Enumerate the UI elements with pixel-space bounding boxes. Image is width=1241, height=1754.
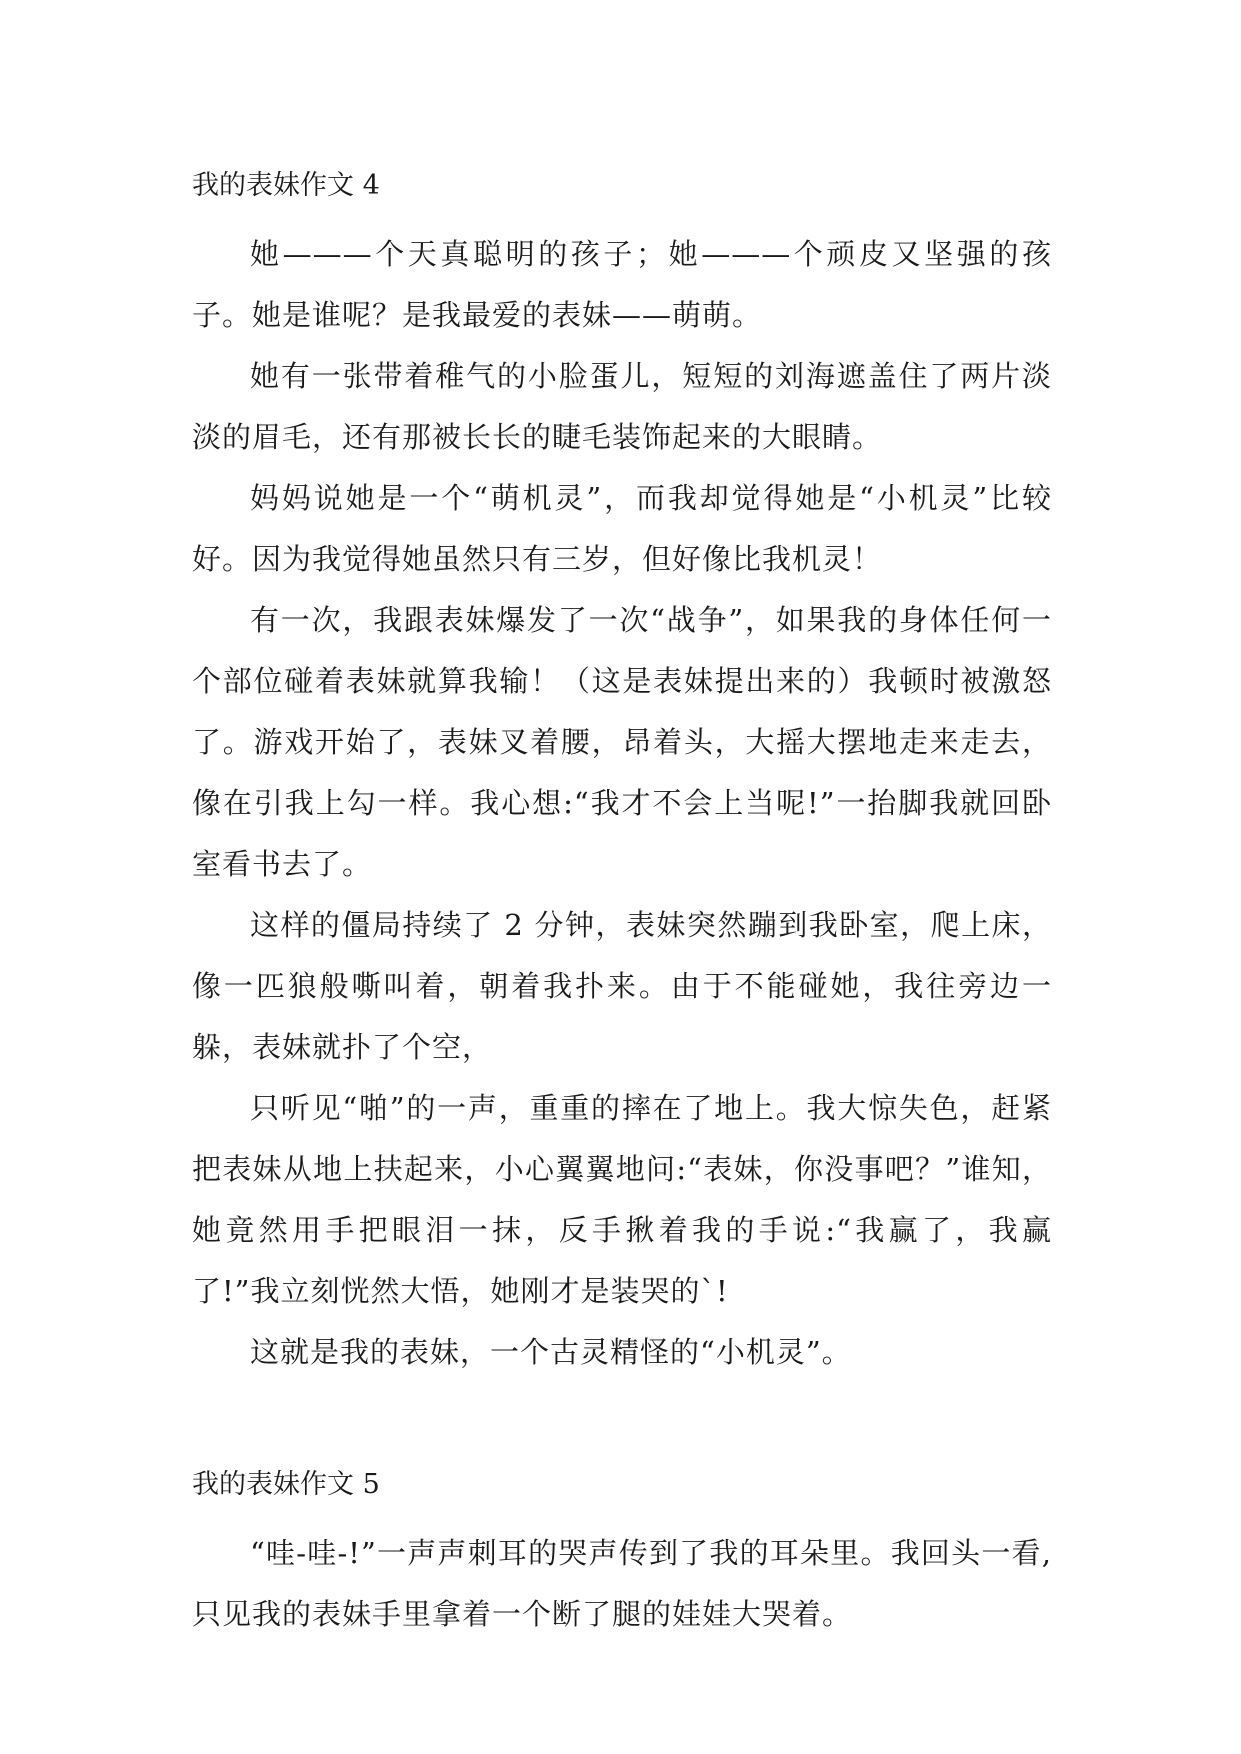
essay-4-paragraph-2: 她有一张带着稚气的小脸蛋儿，短短的刘海遮盖住了两片淡淡的眉毛，还有那被长长的睫毛装饰起来的大眼睛。 [192, 359, 1052, 454]
essay-4-paragraph-5: 这样的僵局持续了 2 分钟，表妹突然蹦到我卧室，爬上床，像一匹狼般嘶叫着，朝着我扑来。由于不能碰她，我往旁边一躲，表妹就扑了个空， [192, 908, 1052, 1064]
document-page [192, 160, 1052, 1645]
essay-4-paragraph-1: 她———个天真聪明的孩子；她———个顽皮又坚强的孩子。她是谁呢？是我最爱的表妹——萌萌。 [192, 237, 1052, 332]
essay-5-paragraph-1: “哇-哇-!”一声声刺耳的哭声传到了我的耳朵里。我回头一看,只见我的表妹手里拿着一个断了腿的娃娃大哭着。 [192, 1536, 1052, 1631]
essay-4-paragraph-3: 妈妈说她是一个“萌机灵”，而我却觉得她是“小机灵”比较好。因为我觉得她虽然只有三岁，但好像比我机灵！ [192, 481, 1052, 576]
section-spacer [192, 1383, 1052, 1459]
essay-4-title: 我的表妹作文 4 [192, 170, 380, 201]
essay-4-paragraph-4: 有一次，我跟表妹爆发了一次“战争”，如果我的身体任何一个部位碰着表妹就算我输！（这是表妹提出来的）我顿时被激怒了。游戏开始了，表妹叉着腰，昂着头，大摇大摆地走来走去，像在引我上勾一样。我心想:“我才不会上当呢!”一抬脚我就回卧室看书去了。 [192, 603, 1052, 881]
essay-5-title: 我的表妹作文 5 [192, 1469, 380, 1500]
essay-4-paragraph-6: 只听见“啪”的一声，重重的摔在了地上。我大惊失色，赶紧把表妹从地上扶起来，小心翼翼地问:“表妹，你没事吧？”谁知，她竟然用手把眼泪一抹，反手揪着我的手说:“我赢了，我赢了!”我立刻恍然大悟，她刚才是装哭的`! [192, 1091, 1052, 1308]
essay-4-paragraph-7: 这就是我的表妹，一个古灵精怪的“小机灵”。 [250, 1335, 852, 1369]
